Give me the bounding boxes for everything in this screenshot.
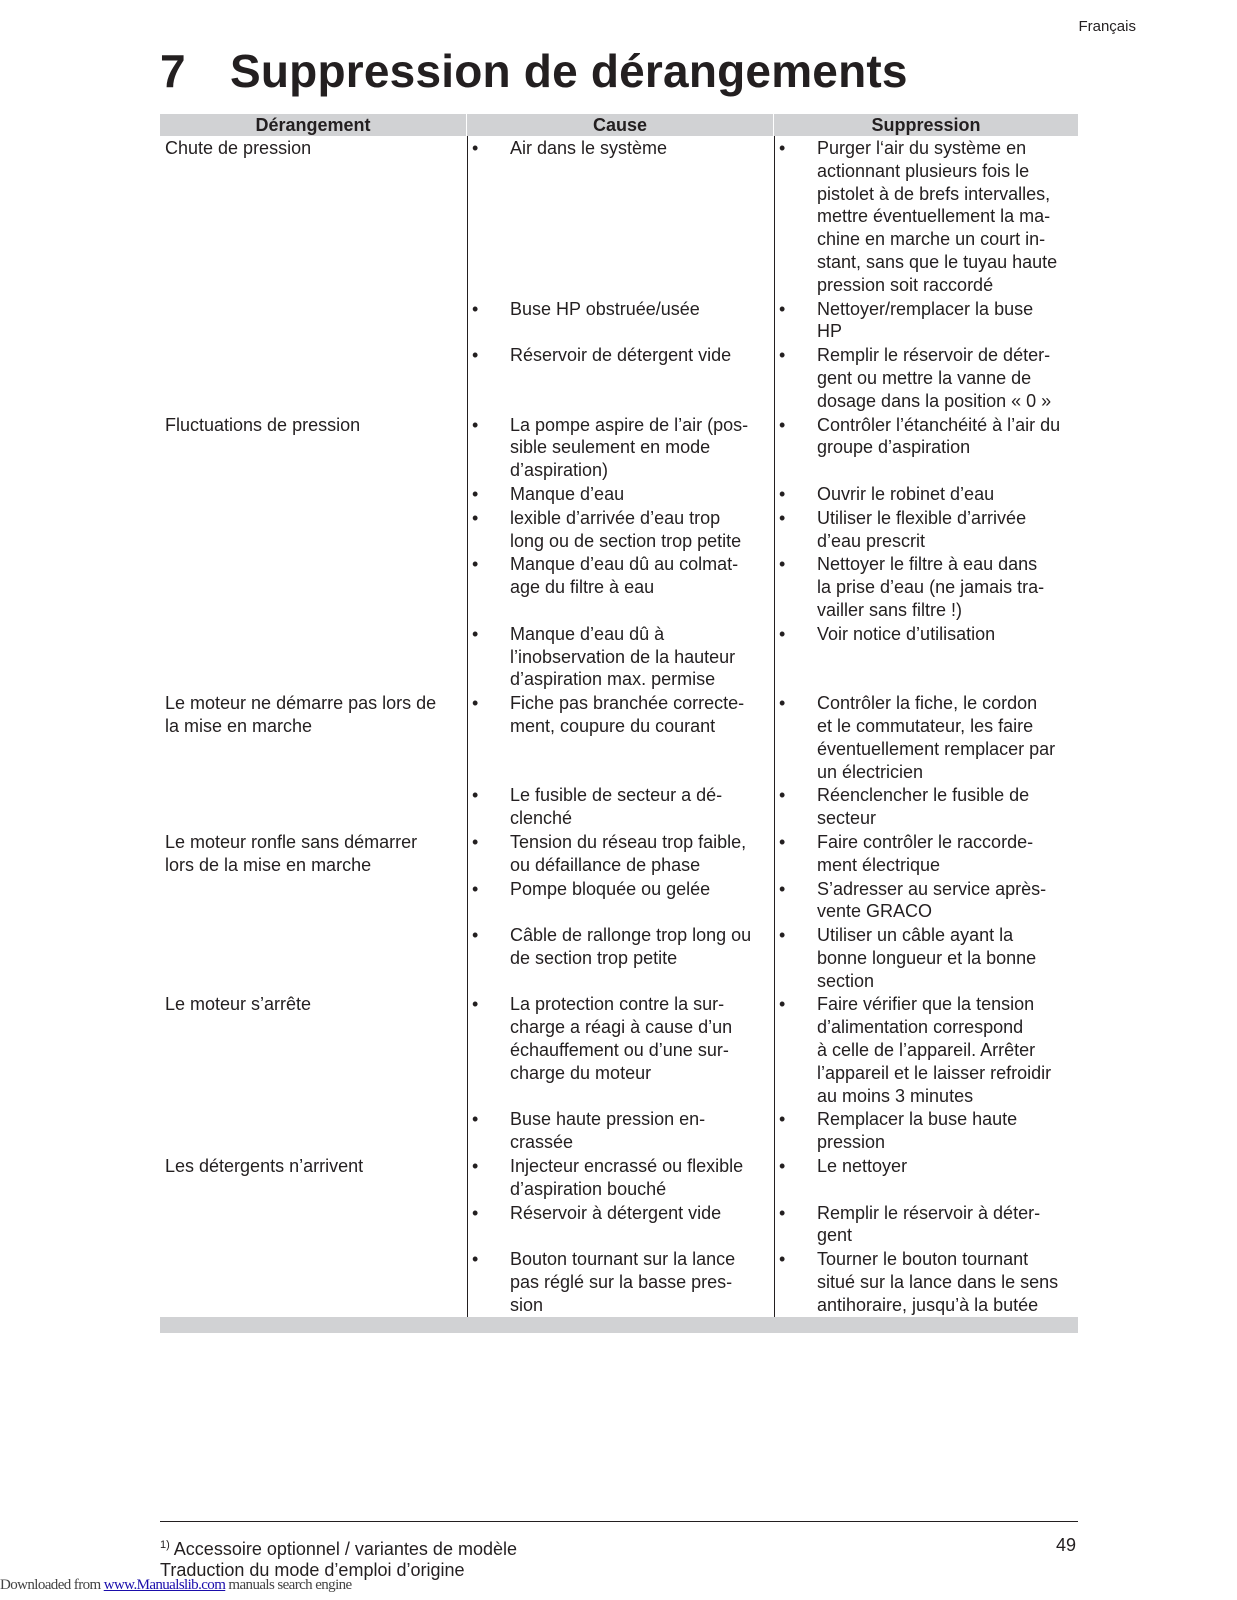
cause-line: Tension du réseau trop faible, (510, 831, 747, 852)
language-label: Français (1078, 18, 1136, 35)
cause-line: de section trop petite (510, 947, 678, 968)
cause-text (510, 623, 774, 691)
footnote (160, 1534, 517, 1560)
bullet: • (472, 1202, 479, 1223)
cause-line: ou défaillance de phase (510, 854, 701, 875)
remedy-cell (774, 482, 1078, 506)
remedy-cell (774, 1154, 1078, 1201)
remedy-text (817, 993, 1078, 1107)
cause-cell (467, 783, 774, 830)
remedy-line: bonne longueur et la bonne (817, 947, 1037, 968)
fault-line: Le moteur s’arrête (165, 994, 312, 1015)
bullet: • (472, 345, 479, 366)
fault-cell (160, 506, 467, 553)
table-row (160, 691, 1078, 783)
cause-cell (467, 1107, 774, 1154)
table-header (160, 114, 1078, 136)
cause-line: crassée (510, 1132, 574, 1153)
cause-line: Manque d’eau (510, 483, 625, 504)
remedy-cell (774, 1247, 1078, 1316)
cause-line: charge a réagi à cause d’un (510, 1017, 733, 1038)
cause-text (510, 1202, 774, 1248)
bullet: • (779, 1156, 786, 1177)
table-row (160, 1154, 1078, 1201)
cause-line: l’inobservation de la hauteur (510, 646, 736, 667)
remedy-line: un électricien (817, 761, 924, 782)
section-number: 7 (160, 45, 186, 97)
cause-text (510, 1108, 774, 1154)
cause-cell (467, 297, 774, 344)
translation-note: Traduction du mode d’emploi d’origine (160, 1560, 465, 1580)
remedy-line: Faire contrôler le raccorde- (817, 831, 1034, 852)
cause-line: Buse haute pression en- (510, 1109, 706, 1130)
cause-line: La pompe aspire de l’air (pos- (510, 414, 749, 435)
bullet: • (472, 298, 479, 319)
footnote-text: Accessoire optionnel / variantes de modèle (173, 1539, 517, 1559)
cause-cell (467, 552, 774, 621)
fault-cell (160, 691, 467, 783)
cause-line: Manque d’eau dû au colmat- (510, 554, 739, 575)
cause-cell (467, 413, 774, 482)
bullet: • (472, 693, 479, 714)
remedy-cell (774, 136, 1078, 297)
bullet: • (779, 345, 786, 366)
table-footer-bar (160, 1317, 1078, 1333)
cause-line: Réservoir à détergent vide (510, 1202, 722, 1223)
cause-line: age du filtre à eau (510, 577, 655, 598)
bullet: • (779, 994, 786, 1015)
remedy-line: stant, sans que le tuyau haute (817, 251, 1058, 272)
remedy-line: au moins 3 minutes (817, 1085, 974, 1106)
table-row (160, 923, 1078, 992)
remedy-line: Utiliser le flexible d’arrivée (817, 507, 1027, 528)
cause-line: La protection contre la sur- (510, 994, 725, 1015)
table-row (160, 482, 1078, 506)
cause-line: Injecteur encrassé ou flexible (510, 1156, 744, 1177)
fault-line: Chute de pression (165, 138, 312, 158)
remedy-cell (774, 343, 1078, 412)
cause-cell (467, 343, 774, 412)
fault-cell (160, 297, 467, 344)
remedy-line: antihoraire, jusqu’à la butée (817, 1294, 1039, 1315)
bullet: • (779, 298, 786, 319)
cause-line: pas réglé sur la basse pres- (510, 1272, 733, 1293)
page-number: 49 (1056, 1535, 1077, 1555)
remedy-line: chine en marche un court in- (817, 229, 1046, 250)
remedy-text (817, 298, 1078, 344)
remedy-line: gent ou mettre la vanne de (817, 367, 1032, 388)
remedy-cell (774, 413, 1078, 482)
fault-cell (160, 1201, 467, 1248)
remedy-line: Voir notice d’utilisation (817, 623, 996, 644)
fault-cell (160, 1247, 467, 1316)
remedy-line: secteur (817, 808, 877, 829)
remedy-line: Nettoyer/remplacer la buse (817, 298, 1034, 319)
footer-divider (160, 1521, 1078, 1522)
bullet: • (472, 138, 479, 158)
table-row (160, 506, 1078, 553)
remedy-line: Utiliser un câble ayant la (817, 925, 1014, 946)
cause-line: Câble de rallonge trop long ou (510, 925, 752, 946)
bullet: • (779, 507, 786, 528)
cause-cell (467, 923, 774, 992)
remedy-line: Remplir le réservoir de déter- (817, 345, 1051, 366)
table-row (160, 1201, 1078, 1248)
remedy-line: Le nettoyer (817, 1156, 908, 1177)
remedy-line: Ouvrir le robinet d’eau (817, 483, 995, 504)
remedy-text (817, 553, 1078, 621)
fault-line: la mise en marche (165, 715, 313, 736)
cause-line: clenché (510, 808, 573, 829)
bullet: • (779, 878, 786, 899)
remedy-line: section (817, 970, 875, 991)
remedy-line: Faire vérifier que la tension (817, 994, 1035, 1015)
cause-line: charge du moteur (510, 1062, 652, 1083)
bullet: • (472, 414, 479, 435)
fault-cell (160, 622, 467, 691)
bullet: • (472, 483, 479, 504)
cause-text (510, 878, 774, 924)
remedy-text (817, 507, 1078, 553)
remedy-line: Contrôler l’étanchéité à l’air du (817, 414, 1061, 435)
cause-cell (467, 1154, 774, 1201)
section-title: Suppression de dérangements (230, 45, 908, 97)
cause-line: Le fusible de secteur a dé- (510, 785, 723, 806)
remedy-line: HP (817, 321, 843, 342)
bullet: • (472, 507, 479, 528)
cause-line: sion (510, 1294, 544, 1315)
header-suppression: Suppression (871, 115, 981, 135)
remedy-line: S’adresser au service après- (817, 878, 1047, 899)
header-derangement: Dérangement (160, 114, 467, 136)
bullet: • (472, 785, 479, 806)
remedy-line: pression soit raccordé (817, 274, 994, 295)
bullet: • (472, 925, 479, 946)
fault-cell (160, 413, 467, 482)
remedy-text (817, 831, 1078, 877)
table-row (160, 830, 1078, 877)
table-row (160, 413, 1078, 482)
cause-cell (467, 877, 774, 924)
remedy-cell (774, 552, 1078, 621)
remedy-line: pression (817, 1132, 886, 1153)
remedy-line: vente GRACO (817, 901, 933, 922)
remedy-cell (774, 877, 1078, 924)
bullet: • (472, 1109, 479, 1130)
remedy-text (817, 137, 1078, 297)
remedy-cell (774, 691, 1078, 783)
cause-line: Manque d’eau dû à (510, 623, 665, 644)
remedy-cell (774, 783, 1078, 830)
cause-text (510, 784, 774, 830)
watermark-suffix: manuals search engine (225, 1577, 352, 1593)
remedy-cell (774, 297, 1078, 344)
remedy-line: Remplir le réservoir à déter- (817, 1202, 1041, 1223)
remedy-text (817, 414, 1078, 482)
fault-cell (160, 136, 467, 297)
remedy-line: groupe d’aspiration (817, 437, 971, 458)
cause-line: échauffement ou d’une sur- (510, 1040, 729, 1061)
remedy-line: situé sur la lance dans le sens (817, 1272, 1059, 1293)
cause-cell (467, 482, 774, 506)
cause-line: Pompe bloquée ou gelée (510, 878, 711, 899)
fault-cell (160, 552, 467, 621)
bullet: • (779, 831, 786, 852)
cause-text (510, 414, 774, 482)
cause-text (510, 1248, 774, 1316)
remedy-line: Purger l‘air du système en (817, 138, 1027, 158)
remedy-line: mettre éventuellement la ma- (817, 206, 1051, 227)
table-row (160, 343, 1078, 412)
cause-text (510, 553, 774, 621)
cause-line: sible seulement en mode (510, 437, 711, 458)
remedy-text (817, 1202, 1078, 1248)
remedy-line: Remplacer la buse haute (817, 1109, 1018, 1130)
remedy-text (817, 878, 1078, 924)
remedy-text (817, 1248, 1078, 1316)
remedy-line: dosage dans la position « 0 » (817, 390, 1052, 411)
remedy-text (817, 623, 1078, 691)
cause-line: Buse HP obstruée/usée (510, 298, 700, 319)
table-row (160, 1107, 1078, 1154)
cause-line: ment, coupure du courant (510, 715, 716, 736)
footnote-marker: 1) (160, 1539, 170, 1551)
fault-cell (160, 877, 467, 924)
bullet: • (779, 483, 786, 504)
bullet: • (779, 925, 786, 946)
cause-cell (467, 691, 774, 783)
cause-text (510, 924, 774, 992)
bullet: • (779, 1109, 786, 1130)
fault-line: Le moteur ronfle sans démarrer (165, 831, 418, 852)
remedy-line: Nettoyer le filtre à eau dans (817, 554, 1038, 575)
remedy-line: actionnant plusieurs fois le (817, 160, 1030, 181)
cause-line: Fiche pas branchée correcte- (510, 693, 745, 714)
cause-text (510, 483, 774, 506)
bullet: • (779, 138, 786, 158)
remedy-text (817, 1108, 1078, 1154)
remedy-text (817, 1155, 1078, 1201)
cause-text (510, 831, 774, 877)
cause-line: d’aspiration bouché (510, 1178, 667, 1199)
bullet: • (472, 878, 479, 899)
cause-cell (467, 830, 774, 877)
table-row (160, 136, 1078, 297)
cause-line: Réservoir de détergent vide (510, 345, 732, 366)
header-cause: Cause (467, 114, 774, 136)
bullet: • (472, 994, 479, 1015)
fault-line: Les détergents n’arrivent (165, 1156, 364, 1177)
bullet: • (779, 623, 786, 644)
cause-cell (467, 992, 774, 1107)
fault-cell (160, 1107, 467, 1154)
cause-cell (467, 136, 774, 297)
table-body (160, 136, 1078, 1317)
table-row (160, 297, 1078, 344)
remedy-text (817, 924, 1078, 992)
cause-line: Bouton tournant sur la lance (510, 1249, 736, 1270)
table-row (160, 992, 1078, 1107)
remedy-line: éventuellement remplacer par (817, 738, 1056, 759)
table-row (160, 877, 1078, 924)
cause-text (510, 137, 774, 297)
download-watermark (0, 1577, 352, 1594)
cause-text (510, 1155, 774, 1201)
remedy-text (817, 692, 1078, 783)
remedy-cell (774, 622, 1078, 691)
remedy-line: l’appareil et le laisser refroidir (817, 1062, 1052, 1083)
table-row (160, 552, 1078, 621)
cause-text (510, 298, 774, 344)
remedy-cell (774, 506, 1078, 553)
remedy-line: Contrôler la fiche, le cordon (817, 693, 1038, 714)
cause-line: Air dans le système (510, 138, 668, 158)
fault-cell (160, 1154, 467, 1201)
fault-line: Le moteur ne démarre pas lors de (165, 693, 437, 714)
bullet: • (472, 1156, 479, 1177)
remedy-line: vailler sans filtre !) (817, 599, 963, 620)
cause-text (510, 344, 774, 412)
remedy-cell (774, 1107, 1078, 1154)
remedy-cell (774, 1201, 1078, 1248)
fault-line: lors de la mise en marche (165, 854, 372, 875)
table-row (160, 622, 1078, 691)
bullet: • (779, 554, 786, 575)
remedy-line: Tourner le bouton tournant (817, 1249, 1029, 1270)
bullet: • (472, 831, 479, 852)
remedy-text (817, 784, 1078, 830)
fault-cell (160, 783, 467, 830)
remedy-line: Réenclencher le fusible de (817, 785, 1030, 806)
cause-text (510, 692, 774, 783)
remedy-text (817, 344, 1078, 412)
remedy-line: et le commutateur, les faire (817, 715, 1034, 736)
fault-cell (160, 923, 467, 992)
remedy-line: d’alimentation correspond (817, 1017, 1024, 1038)
fault-cell (160, 482, 467, 506)
table-row (160, 1247, 1078, 1316)
remedy-cell (774, 923, 1078, 992)
watermark-prefix: Downloaded from (0, 1577, 104, 1593)
bullet: • (779, 785, 786, 806)
remedy-line: gent (817, 1225, 853, 1246)
remedy-line: d’eau prescrit (817, 530, 926, 551)
fault-cell (160, 992, 467, 1107)
watermark-link[interactable]: www.Manualslib.com (103, 1577, 226, 1593)
bullet: • (472, 554, 479, 575)
remedy-cell (774, 992, 1078, 1107)
remedy-cell (774, 830, 1078, 877)
cause-line: d’aspiration) (510, 460, 609, 481)
cause-cell (467, 1247, 774, 1316)
cause-line: long ou de section trop petite (510, 530, 742, 551)
cause-line: d’aspiration max. permise (510, 669, 716, 690)
cause-cell (467, 1201, 774, 1248)
cause-cell (467, 622, 774, 691)
fault-cell (160, 830, 467, 877)
remedy-line: ment électrique (817, 854, 941, 875)
remedy-line: pistolet à de brefs intervalles, (817, 183, 1051, 204)
remedy-text (817, 483, 1078, 506)
fault-cell (160, 343, 467, 412)
bullet: • (472, 1249, 479, 1270)
cause-text (510, 993, 774, 1107)
bullet: • (472, 623, 479, 644)
bullet: • (779, 693, 786, 714)
cause-text (510, 507, 774, 553)
table-row (160, 783, 1078, 830)
troubleshooting-table (160, 114, 1078, 1333)
cause-cell (467, 506, 774, 553)
bullet: • (779, 1202, 786, 1223)
remedy-line: à celle de l’appareil. Arrêter (817, 1040, 1036, 1061)
fault-line: Fluctuations de pression (165, 414, 361, 435)
page-title (160, 44, 908, 99)
bullet: • (779, 1249, 786, 1270)
remedy-line: la prise d’eau (ne jamais tra- (817, 577, 1045, 598)
cause-line: lexible d’arrivée d’eau trop (510, 507, 721, 528)
bullet: • (779, 414, 786, 435)
